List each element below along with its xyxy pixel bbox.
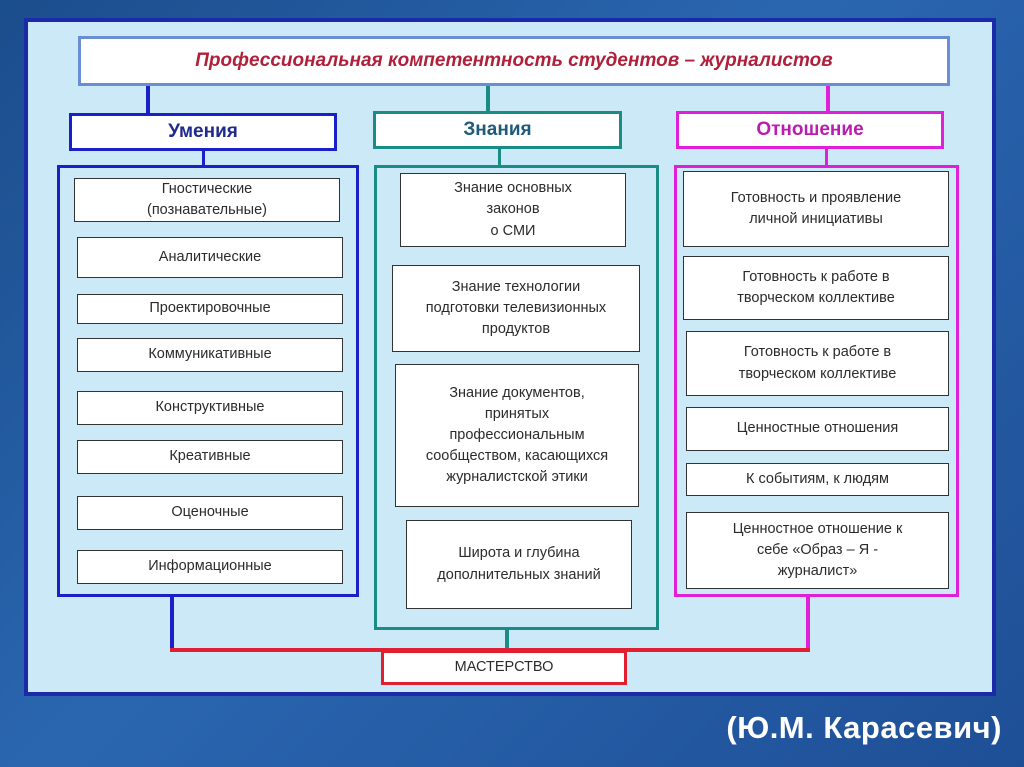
- skills-frame: [57, 165, 359, 597]
- attitude-item-teamwork-1: Готовность к работе в творческом коллективе: [683, 256, 949, 320]
- connector-attitude-bottom: [806, 596, 810, 650]
- attitude-header: Отношение: [676, 111, 944, 149]
- connector-title-attitude: [826, 86, 830, 112]
- skills-item-constructive: Конструктивные: [77, 391, 343, 425]
- attitude-item-events-people: К событиям, к людям: [686, 463, 949, 496]
- skills-item-communicative: Коммуникативные: [77, 338, 343, 372]
- skills-item-informational: Информационные: [77, 550, 343, 584]
- connector-title-skills: [146, 86, 150, 114]
- knowledge-item-laws: Знание основных законов о СМИ: [400, 173, 626, 247]
- connector-attitude-header-frame: [825, 148, 828, 166]
- knowledge-item-breadth: Широта и глубина дополнительных знаний: [406, 520, 632, 609]
- connector-knowledge-header-frame: [498, 148, 501, 166]
- knowledge-header: Знания: [373, 111, 622, 149]
- skills-item-creative: Креативные: [77, 440, 343, 474]
- knowledge-item-technology: Знание технологии подготовки телевизионных продуктов: [392, 265, 640, 352]
- attitude-item-self-image: Ценностное отношение к себе «Образ – Я - журналист»: [686, 512, 949, 589]
- connector-title-knowledge: [486, 86, 490, 112]
- connector-skills-bottom: [170, 596, 174, 650]
- mastery-box: МАСТЕРСТВО: [381, 650, 627, 685]
- knowledge-item-documents: Знание документов, принятых профессиональным сообществом, касающихся журналистской этики: [395, 364, 639, 507]
- attitude-item-teamwork-2: Готовность к работе в творческом коллективе: [686, 331, 949, 396]
- skills-header: Умения: [69, 113, 337, 151]
- skills-item-gnostic: Гностические (познавательные): [74, 178, 340, 222]
- connector-knowledge-bottom: [505, 628, 509, 650]
- skills-item-evaluative: Оценочные: [77, 496, 343, 530]
- diagram-title: Профессиональная компетентность студентов – журналистов: [78, 36, 950, 86]
- author-credit: (Ю.М. Карасевич): [726, 710, 1002, 745]
- attitude-item-values: Ценностные отношения: [686, 407, 949, 451]
- skills-item-analytical: Аналитические: [77, 237, 343, 278]
- skills-item-design: Проектировочные: [77, 294, 343, 324]
- attitude-item-initiative: Готовность и проявление личной инициативы: [683, 171, 949, 247]
